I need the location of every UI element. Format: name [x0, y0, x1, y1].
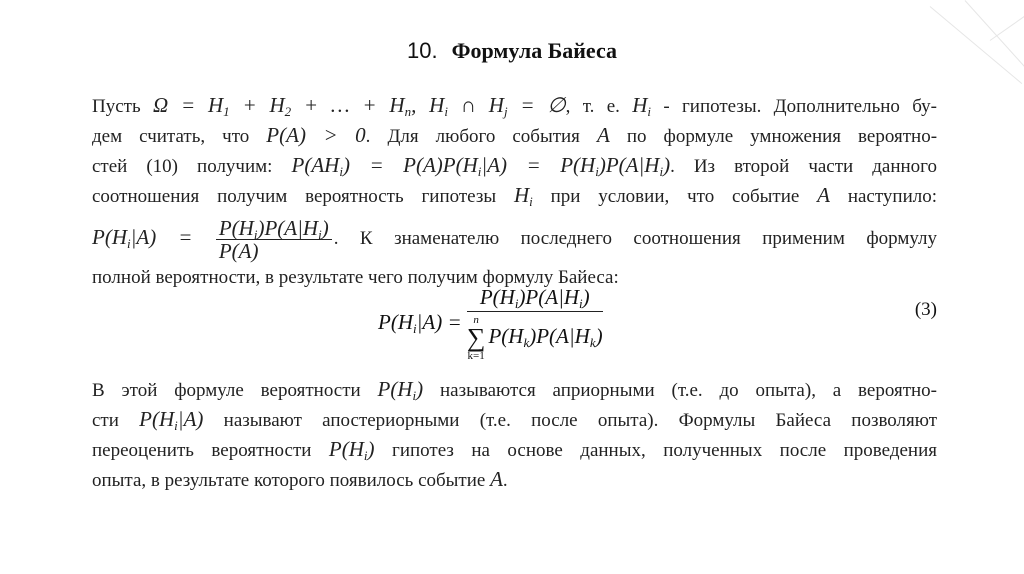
- text-line: соотношения получим вероятность гипотезы $H_i$ при условии, что событие A наступило:: [92, 183, 938, 209]
- title-number: 10.: [407, 38, 438, 63]
- title-text: Формула Байеса: [451, 38, 617, 63]
- text-line: полной вероятности, в результате чего получим формулу Байеса:: [92, 267, 619, 288]
- formula-expression: $P(H_i|A)$ = $P(H_i)P(A|H_i)$ n ∑ k=1 $P(H_k)P(A|H_k)$: [378, 285, 603, 362]
- text-line: $P(H_i|A)$ = $\frac{P(H_i)P(A|H_i)}{P(A)}$ . К знаменателю последнего соотношения применим формулу: [92, 216, 938, 264]
- text-line: опыта, в результате которого появилось событие A.: [92, 467, 508, 491]
- inline-fraction: $\frac{P(H_i)P(A|H_i)}{P(A)}$: [216, 217, 332, 262]
- text-line: В этой формуле вероятности $P(H_i)$ называются априорными (т.е. до опыта), а вероятно-: [92, 377, 938, 403]
- text-line: дем считать, что P(A) > 0. Для любого события A по формуле умножения вероятно-: [92, 123, 938, 147]
- paragraph-conclusion: [92, 375, 937, 495]
- formula-number: (3): [914, 299, 937, 320]
- formula-fraction: $P(H_i)P(A|H_i)$ n ∑ k=1 $P(H_k)P(A|H_k)$: [466, 285, 603, 362]
- bayes-formula: [92, 283, 937, 363]
- paragraph-intro: [92, 91, 937, 292]
- page-title: [0, 36, 1024, 67]
- text-line: сти $P(H_i|A)$ называют апостериорными (т.е. после опыта). Формулы Байеса позволяют: [92, 407, 938, 433]
- text-line: стей (10) получим: $P(AH_i) = P(A)P(H_i|A) = P(H_i)P(A|H_i)$. Из второй части данного: [92, 153, 937, 179]
- text-line: переоценить вероятности $P(H_i)$ гипотез на основе данных, полученных после проведения: [92, 437, 938, 463]
- text-line: Пусть $\Omega = H_1 + H_2$ + … + $H_n$, $H_i$ ∩ $H_j$ = ∅, т. е. $H_i$ - гипотезы. Дополнительно бу-: [92, 93, 938, 119]
- sum-symbol: n ∑ k=1: [466, 314, 486, 362]
